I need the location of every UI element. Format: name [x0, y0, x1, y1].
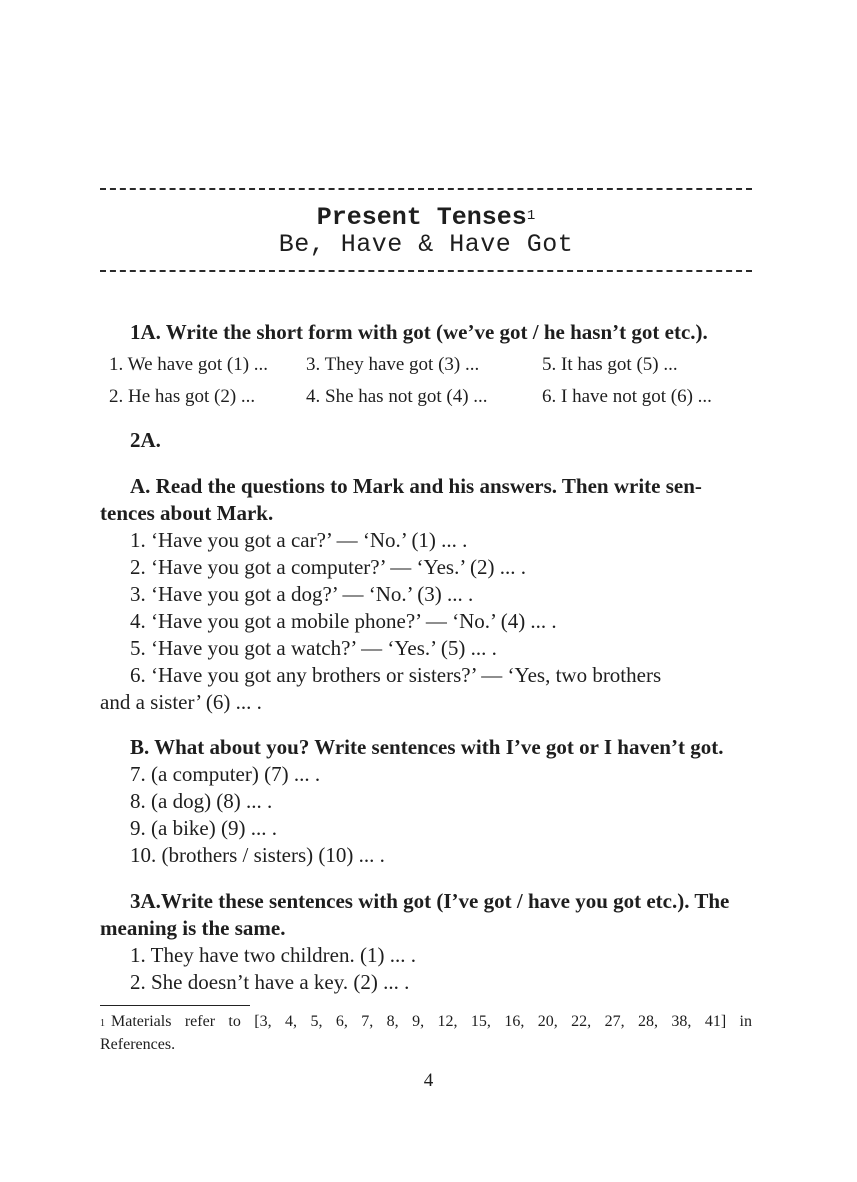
- page-subtitle: Be, Have & Have Got: [278, 230, 574, 259]
- exercise-1a-item-5: 5. It has got (5) ...: [542, 354, 678, 375]
- exercise-2a-item-6: 6. ‘Have you got any brothers or sisters?’ — ‘Yes, two brothers: [130, 663, 662, 687]
- exercise-3a-item-2: 2. She doesn’t have a key. (2) ... .: [130, 970, 410, 994]
- page-title: [100, 203, 752, 233]
- exercise-2a-item-6-continued: and a sister’ (6) ... .: [100, 690, 262, 714]
- exercise-3a-heading-line2: meaning is the same.: [100, 916, 286, 940]
- exercise-3a-heading-line1: 3A.Write these sentences with got (I’ve got / have you got etc.). The: [130, 889, 730, 913]
- exercise-2a-part-a-heading-line1: A. Read the questions to Mark and his answers. Then write sen-: [130, 474, 702, 498]
- exercise-1a-item-6: 6. I have not got (6) ...: [542, 386, 712, 407]
- exercise-1a-heading: 1A. Write the short form with got (we’ve got / he hasn’t got etc.).: [130, 320, 708, 344]
- exercise-1a-item-1: 1. We have got (1) ...: [109, 354, 269, 375]
- dashed-divider-top: [100, 188, 752, 190]
- exercise-2a-item-8: 8. (a dog) (8) ... .: [130, 789, 273, 813]
- exercise-2a-part-b-heading: B. What about you? Write sentences with I’ve got or I haven’t got.: [130, 735, 724, 759]
- exercise-2a-item-5: 5. ‘Have you got a watch?’ — ‘Yes.’ (5) ... .: [130, 636, 497, 660]
- dashed-divider-bottom: [100, 270, 752, 272]
- exercise-3a-item-1: 1. They have two children. (1) ... .: [130, 943, 416, 967]
- page-number: 4: [423, 1070, 434, 1091]
- exercise-2a-item-2: 2. ‘Have you got a computer?’ — ‘Yes.’ (2) ... .: [130, 555, 526, 579]
- title-text: Present Tenses: [316, 203, 527, 232]
- exercise-2a-item-1: 1. ‘Have you got a car?’ — ‘No.’ (1) ... .: [130, 528, 468, 552]
- exercise-2a-part-a-heading-line2: tences about Mark.: [100, 501, 274, 525]
- exercise-2a-item-4: 4. ‘Have you got a mobile phone?’ — ‘No.’ (4) ... .: [130, 609, 557, 633]
- exercise-2a-item-9: 9. (a bike) (9) ... .: [130, 816, 277, 840]
- footnote-line2: References.: [100, 1036, 176, 1053]
- footnote-number: 1: [100, 1018, 105, 1029]
- footnote-line1: [100, 1010, 752, 1033]
- footnote-text: Materials refer to [3, 4, 5, 6, 7, 8, 9, 12, 15, 16, 20, 22, 27, 28, 38, 41] in: [111, 1013, 752, 1030]
- exercise-1a-item-2: 2. He has got (2) ...: [109, 386, 256, 407]
- exercise-2a-item-7: 7. (a computer) (7) ... .: [130, 762, 321, 786]
- footnote-marker: 1: [526, 208, 536, 224]
- footnote-rule: [100, 1005, 250, 1006]
- exercise-1a-item-4: 4. She has not got (4) ...: [306, 386, 488, 407]
- exercise-2a-item-10: 10. (brothers / sisters) (10) ... .: [130, 843, 385, 867]
- exercise-1a-item-3: 3. They have got (3) ...: [306, 354, 480, 375]
- exercise-2a-item-3: 3. ‘Have you got a dog?’ — ‘No.’ (3) ... .: [130, 582, 474, 606]
- exercise-2a-heading: 2A.: [130, 428, 161, 452]
